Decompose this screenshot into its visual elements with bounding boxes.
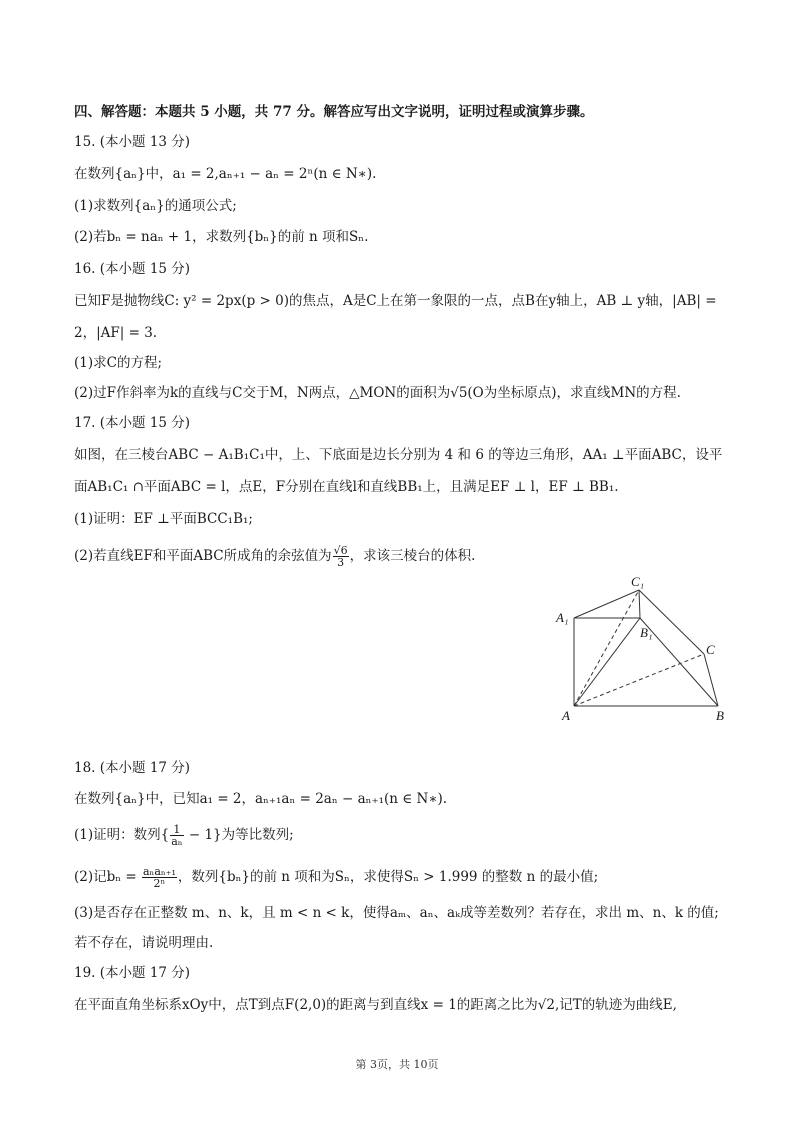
problem-16-part-1: (1)求C的方程; (74, 355, 163, 371)
problem-17-header: 17. (本小题 15 分) (74, 415, 191, 431)
problem-16-part-2: (2)过F作斜率为k的直线与C交于M，N两点，△MON的面积为√5(O为坐标原点)，求直线MN的方程. (74, 385, 681, 401)
problem-19-stem: 在平面直角坐标系xOy中，点T到点F(2,0)的距离与到直线x = 1的距离之比为√2,记T的轨迹为曲线E, (74, 997, 677, 1013)
problem-16-stem-line-1: 已知F是抛物线C: y² = 2px(p > 0)的焦点，A是C上在第一象限的一点，点B在y轴上，AB ⊥ y轴，|AB| = (74, 293, 717, 309)
edge-c1-b1 (639, 590, 640, 618)
problem-18-part-3-line-2: 若不存在，请说明理由. (74, 935, 214, 951)
edge-c1-c (639, 590, 704, 654)
page-footer: 第 3页，共 10页 (355, 1058, 439, 1071)
label-b1: B₁ (640, 625, 653, 640)
label-c1: C₁ (631, 574, 645, 589)
problem-16-header: 16. (本小题 15 分) (74, 261, 191, 277)
fraction-denominator: 2ⁿ (153, 877, 166, 890)
problem-18-part-1 (74, 824, 724, 847)
fraction-denominator: 3 (337, 556, 345, 569)
fraction-numerator: aₙaₙ₊₁ (143, 865, 176, 878)
problem-17-stem-line-2: 面AB₁C₁ ∩平面ABC = l，点E，F分别在直线l和直线BB₁上，且满足EF ⊥ l，EF ⊥ BB₁. (74, 479, 619, 495)
section-header: 四、解答题：本题共 5 小题，共 77 分。解答应写出文字说明，证明过程或演算步骤。 (74, 104, 594, 120)
problem-18-part-2 (74, 866, 724, 889)
label-a: A (562, 708, 570, 723)
fraction-bn-definition (142, 866, 177, 889)
problem-17-part-2-text-before: (2)若直线EF和平面ABC所成角的余弦值为 (74, 548, 332, 564)
problem-16-stem-line-2: 2，|AF| = 3. (74, 325, 158, 341)
problem-18-header: 18. (本小题 17 分) (74, 760, 191, 776)
problem-19-header: 19. (本小题 17 分) (74, 965, 191, 981)
frustum-figure (548, 574, 738, 724)
problem-15-header: 15. (本小题 13 分) (74, 134, 191, 150)
problem-18-part-1-text-after: − 1}为等比数列; (184, 827, 294, 843)
problem-18-stem: 在数列{aₙ}中，已知a₁ = 2，aₙ₊₁aₙ = 2aₙ − aₙ₊₁(n ∈ N∗). (74, 791, 448, 807)
problem-15-part-2: (2)若bₙ = naₙ + 1，求数列{bₙ}的前 n 项和Sₙ. (74, 229, 369, 245)
problem-17-part-1: (1)证明：EF ⊥平面BCC₁B₁; (74, 511, 253, 527)
problem-17-stem-line-1: 如图，在三棱台ABC − A₁B₁C₁中，上、下底面是边长分别为 4 和 6 的等边三角形，AA₁ ⊥平面ABC，设平 (74, 447, 723, 463)
fraction-sqrt6-over-3 (333, 545, 349, 568)
problem-15-stem: 在数列{aₙ}中，a₁ = 2,aₙ₊₁ − aₙ = 2ⁿ(n ∈ N∗). (74, 166, 377, 182)
fraction-numerator: √6 (333, 544, 348, 557)
edge-a1-c1 (574, 590, 639, 618)
frustum-diagram (548, 574, 738, 724)
fraction-numerator: 1 (170, 824, 183, 836)
problem-18-part-3-line-1: (3)是否存在正整数 m、n、k，且 m < n < k，使得aₘ、aₙ、aₖ成等差数列？若存在，求出 m、n、k 的值; (74, 905, 719, 921)
problem-17-part-2-text-after: ，求该三棱台的体积. (349, 548, 476, 564)
problem-18-part-2-text-after: ，数列{bₙ}的前 n 项和为Sₙ，求使得Sₙ > 1.999 的整数 n 的最小值; (177, 869, 599, 885)
fraction-denominator: aₙ (171, 835, 183, 848)
problem-15-part-1: (1)求数列{aₙ}的通项公式; (74, 198, 237, 214)
label-c: C (706, 642, 715, 657)
label-a1: A₁ (556, 610, 569, 625)
problem-17-part-2 (74, 545, 724, 568)
label-b: B (716, 708, 724, 723)
problem-18-part-1-text-before: (1)证明：数列{ (74, 827, 170, 843)
fraction-1-over-an (170, 824, 183, 847)
edge-a-c1-hidden (574, 590, 639, 706)
problem-18-part-2-text-before: (2)记bₙ = (74, 869, 141, 885)
